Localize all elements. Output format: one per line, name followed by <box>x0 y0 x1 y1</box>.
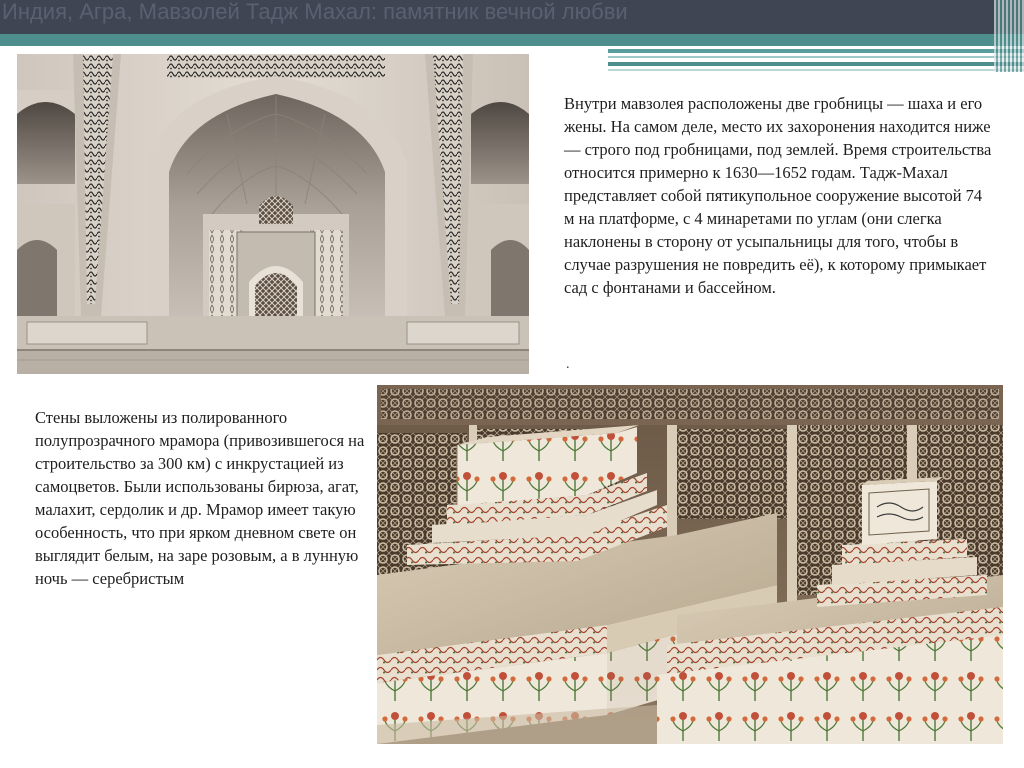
header-decor-line <box>608 49 1024 53</box>
header-decor-line <box>608 62 1024 66</box>
header-decor-line <box>608 69 1024 71</box>
header-decor-stripes <box>994 0 1024 72</box>
taj-mahal-iwan-photo <box>17 54 529 374</box>
tombs-paragraph: Внутри мавзолея расположены две гробницы — шаха и его жены. На самом деле, место их захоронения находится ниже — строго под гробницами, под землей. Время строительства относится примерно к 1630—1652 годам. Тадж-Махал представляет собой пятикупольное сооружение высотой 74 м на платформе, с 4 минаретами по углам (они слегка наклонены в сторону от усыпальницы для того, чтобы в случае разрушения не повредить её), к которому примыкает сад с фонтанами и бассейном. <box>564 94 992 297</box>
stray-marker: . <box>566 357 570 372</box>
title-bar <box>0 0 1024 34</box>
walls-paragraph: Стены выложены из полированного полупрозрачного мрамора (привозившегося на строительство за 300 км) с инкрустацией из самоцветов. Были использованы бирюза, агат, малахит, сердолик и др. Мрамор имеет такую особенность, что при ярком дневном свете он выглядит белым, на заре розовым, а в лунную ночь — серебристым <box>35 408 365 588</box>
header-accent-band <box>0 34 1024 46</box>
marble-cenotaphs-photo <box>377 385 1003 744</box>
header-decor-line <box>608 56 1024 58</box>
slide-title: Индия, Агра, Мавзолей Тадж Махал: памятник вечной любви <box>2 0 628 24</box>
